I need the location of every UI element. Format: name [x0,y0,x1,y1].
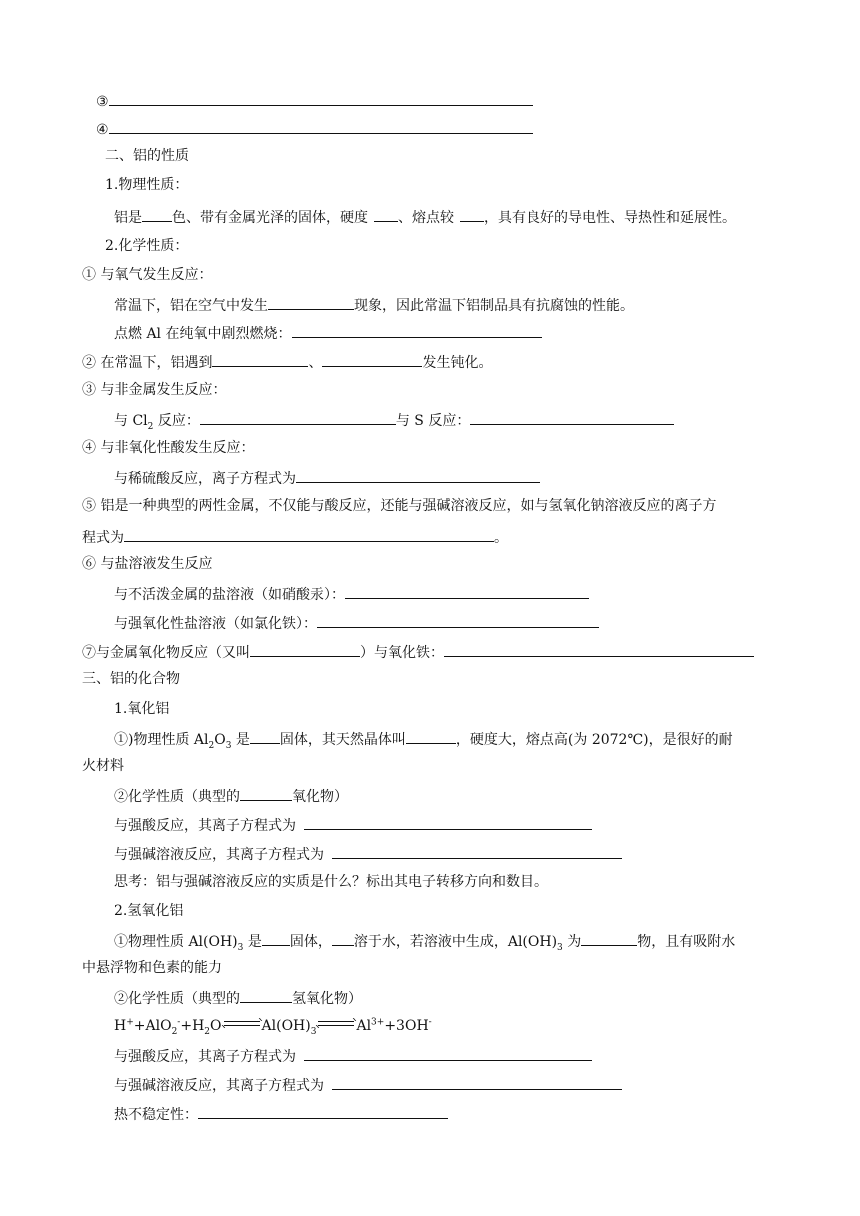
answer-blank[interactable] [250,641,360,657]
answer-blank[interactable] [322,351,422,367]
item-1a-line: 常温下，铝在空气中发生 现象，因此常温下铝制品具有抗腐蚀的性能。 [114,294,634,316]
item-6b-line: 与强氧化性盐溶液（如氯化铁）： [114,612,599,634]
answer-blank[interactable] [460,206,484,222]
circled-3: ③ [96,94,109,110]
answer-blank[interactable] [304,1045,592,1061]
alumina-physical-line-2: 火材料 [82,758,124,774]
section-2-heading: 二、铝的性质 [105,148,189,164]
alumina-physical-line: ①)物理性质 $Al_2O_3$ 是 固体，其天然晶体叫 ，硬度大，熔点高(为 2072℃)，是很好的耐 [114,728,733,750]
hydroxide-acid-line: 与强酸反应，其离子方程式为 [114,1045,592,1067]
item-5-line-2: 程式为 。 [82,526,508,548]
item-7-line: ⑦与金属氧化物反应（又叫 ）与氧化铁： [82,641,754,663]
item-4-heading: ④ 与非氧化性酸发生反应： [82,440,255,456]
answer-blank[interactable] [198,1103,448,1119]
answer-blank[interactable] [374,206,398,222]
circled-4: ④ [96,122,109,138]
equilibrium-arrow-icon [222,1017,262,1031]
physical-properties-heading: 1.物理性质： [105,177,189,193]
alumina-base-line: 与强碱溶液反应，其离子方程式为 [114,843,622,865]
item-6-heading: ⑥ 与盐溶液发生反应 [82,556,213,572]
amphoteric-equilibrium-equation: $H^++AlO_2^-+H_2O$ $Al(OH)_3$ $Al^{3+}+3OH^-$ [114,1017,432,1037]
answer-blank[interactable] [240,987,292,1003]
answer-blank[interactable] [250,728,280,744]
answer-blank[interactable] [142,206,172,222]
answer-blank[interactable] [345,583,589,599]
thermal-instability-line: 热不稳定性： [114,1103,448,1125]
answer-blank[interactable] [109,90,533,106]
physical-properties-line: 铝是 色、带有金属光泽的固体，硬度 、熔点较 ，具有良好的导电性、导热性和延展性。 [114,206,736,228]
answer-blank[interactable] [332,930,354,946]
item-6a-line: 与不活泼金属的盐溶液（如硝酸汞）： [114,583,589,605]
answer-blank[interactable] [581,930,637,946]
chemical-properties-heading: 2.化学性质： [105,238,189,254]
aluminum-hydroxide-physical-line: ①物理性质 $Al(OH)_3$ 是 固体， 溶于水，若溶液中生成，$Al(OH)_3$ 为 物，且有吸附水 [114,930,735,952]
answer-blank[interactable] [406,728,456,744]
aluminum-hydroxide-heading: 2.氢氧化铝 [114,903,184,919]
answer-blank[interactable] [292,322,542,338]
equilibrium-arrow-icon [316,1017,356,1031]
answer-blank[interactable] [240,785,292,801]
answer-blank[interactable] [317,612,599,628]
item-4-line: 与稀硫酸反应，离子方程式为 [114,467,540,489]
aluminum-hydroxide-chemical-heading: ②化学性质（典型的 氢氧化物） [114,987,362,1009]
blank-line-4 [96,118,533,140]
answer-blank[interactable] [212,351,308,367]
answer-blank[interactable] [296,467,540,483]
answer-blank[interactable] [332,1074,622,1090]
answer-blank[interactable] [268,294,354,310]
item-3-heading: ③ 与非金属发生反应： [82,382,227,398]
alumina-heading: 1.氧化铝 [114,701,170,717]
item-1-heading: ① 与氧气发生反应： [82,267,213,283]
think-prompt: 思考：铝与强碱溶液反应的实质是什么？标出其电子转移方向和数目。 [114,874,548,890]
item-3-line: 与 $Cl_2$ 反应： 与 S 反应： [114,409,674,431]
answer-blank[interactable] [444,641,754,657]
answer-blank[interactable] [304,814,592,830]
section-3-heading: 三、铝的化合物 [82,671,180,687]
answer-blank[interactable] [200,409,396,425]
alumina-chemical-heading: ②化学性质（典型的 氧化物） [114,785,348,807]
alumina-acid-line: 与强酸反应，其离子方程式为 [114,814,592,836]
answer-blank[interactable] [124,526,494,542]
answer-blank[interactable] [332,843,622,859]
hydroxide-base-line: 与强碱溶液反应，其离子方程式为 [114,1074,622,1096]
aluminum-hydroxide-physical-line-2: 中悬浮物和色素的能力 [82,960,222,976]
blank-line-3 [96,90,533,112]
item-2-line: ② 在常温下，铝遇到 、 发生钝化。 [82,351,492,373]
item-1b-line: 点燃 Al 在纯氧中剧烈燃烧： [114,322,542,344]
answer-blank[interactable] [262,930,290,946]
item-5-line-1: ⑤ 铝是一种典型的两性金属，不仅能与酸反应，还能与强碱溶液反应，如与氢氧化钠溶液反应的离子方 [82,498,717,514]
answer-blank[interactable] [109,118,533,134]
answer-blank[interactable] [470,409,674,425]
